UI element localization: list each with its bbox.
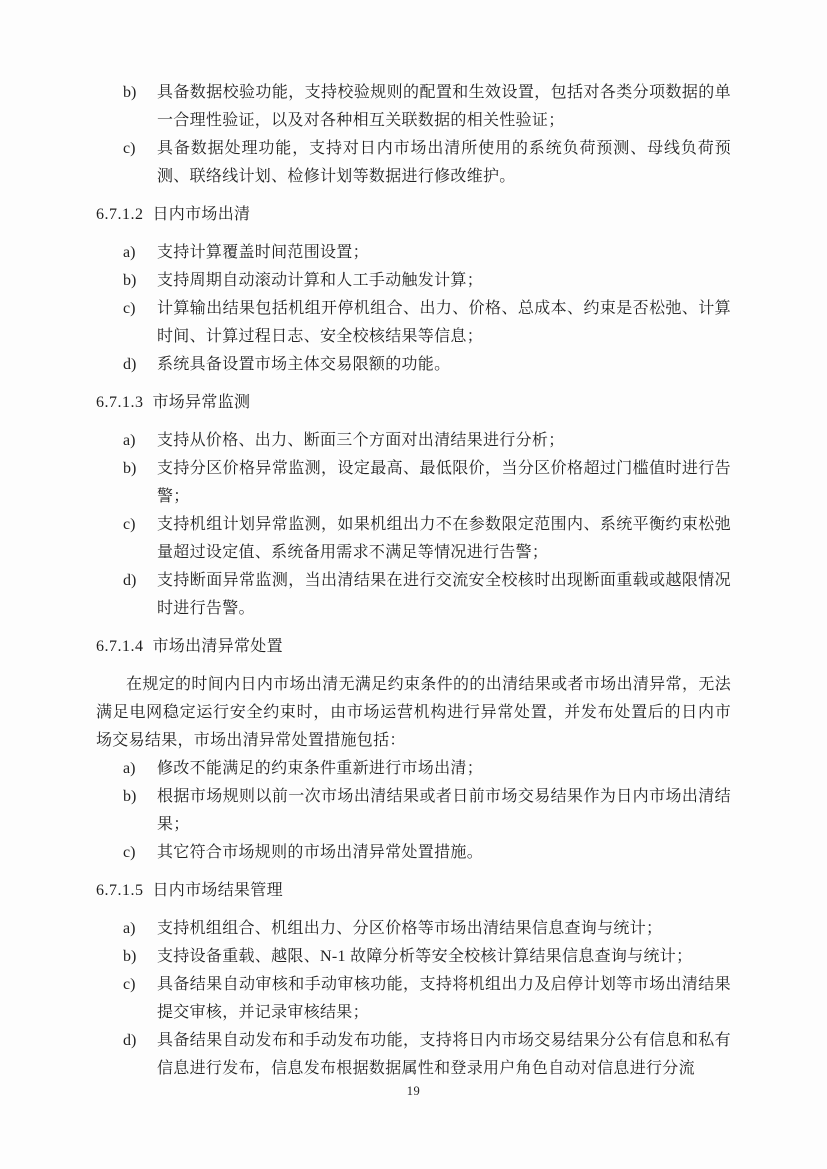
list-item: [96, 79, 731, 135]
list-item: [96, 943, 731, 971]
list-item-text: 根据市场规则以前一次市场出清结果或者日前市场交易结果作为日内市场出清结果；: [157, 788, 731, 833]
list-item-marker: b): [123, 788, 137, 805]
list-item-text: 计算输出结果包括机组开停机组合、出力、价格、总成本、约束是否松弛、计算时间、计算过程日志、安全校核结果等信息；: [157, 300, 731, 345]
list-item-marker: c): [123, 140, 136, 157]
list-item: [96, 1027, 731, 1083]
list-item-text: 支持断面异常监测，当出清结果在进行交流安全校核时出现断面重载或越限情况时进行告警。: [157, 572, 731, 617]
list-item-text: 系统具备设置市场主体交易限额的功能。: [157, 356, 451, 373]
list-item: [96, 239, 731, 267]
document-content: [96, 79, 731, 1083]
section-number: 6.7.1.3: [96, 394, 144, 411]
list-item-marker: a): [123, 432, 136, 449]
list-item-text: 支持机组计划异常监测，如果机组出力不在参数限定范围内、系统平衡约束松弛量超过设定值、系统备用需求不满足等情况进行告警；: [157, 516, 731, 561]
lead-paragraph: 在规定的时间内日内市场出清无满足约束条件的的出清结果或者市场出清异常，无法满足电网稳定运行安全约束时，由市场运营机构进行异常处置，并发布处置后的日内市场交易结果，市场出清异常处置措施包括：: [96, 676, 731, 749]
list-item-text: 支持分区价格异常监测，设定最高、最低限价，当分区价格超过门槛值时进行告警；: [157, 460, 731, 505]
list-item-text: 其它符合市场规则的市场出清异常处置措施。: [157, 844, 484, 861]
list-item-text: 具备结果自动发布和手动发布功能，支持将日内市场交易结果分公有信息和私有信息进行发布，信息发布根据数据属性和登录用户角色自动对信息进行分流: [157, 1032, 731, 1077]
list-item-marker: b): [123, 84, 137, 101]
section-number: 6.7.1.4: [96, 638, 144, 655]
list-item-marker: d): [123, 356, 137, 373]
section-heading: [96, 389, 731, 417]
list-item-marker: a): [123, 920, 136, 937]
list-item: [96, 839, 731, 867]
list-item: [96, 567, 731, 623]
list-item-marker: c): [123, 516, 136, 533]
list-item: [96, 783, 731, 839]
list-item-marker: b): [123, 460, 137, 477]
section-title: 市场出清异常处置: [152, 638, 283, 655]
list-item: [96, 267, 731, 295]
list-item-marker: c): [123, 300, 136, 317]
list-item-marker: b): [123, 948, 137, 965]
list-item-marker: d): [123, 1032, 137, 1049]
list-item-text: 具备结果自动审核和手动审核功能，支持将机组出力及启停计划等市场出清结果提交审核，并记录审核结果；: [157, 976, 731, 1021]
page-footer: [0, 1083, 827, 1099]
list-item: [96, 971, 731, 1027]
page-number: 19: [406, 1084, 421, 1098]
section-heading: [96, 877, 731, 905]
list-item-text: 支持设备重载、越限、N-1 故障分析等安全校核计算结果信息查询与统计；: [157, 948, 693, 965]
list-item: [96, 755, 731, 783]
section-title: 市场异常监测: [152, 394, 251, 411]
list-item-marker: a): [123, 244, 136, 261]
section-heading: [96, 633, 731, 661]
list-item-text: 支持机组组合、机组出力、分区价格等市场出清结果信息查询与统计；: [157, 920, 663, 937]
list-item-marker: c): [123, 976, 136, 993]
list-item-marker: d): [123, 572, 137, 589]
section-number: 6.7.1.5: [96, 882, 144, 899]
list-item: [96, 351, 731, 379]
list-item: [96, 511, 731, 567]
list-item-marker: a): [123, 760, 136, 777]
list-item: [96, 135, 731, 191]
list-item: [96, 295, 731, 351]
list-item-marker: c): [123, 844, 136, 861]
list-item-text: 支持周期自动滚动计算和人工手动触发计算；: [157, 272, 484, 289]
list-item-marker: b): [123, 272, 137, 289]
list-item-text: 具备数据处理功能，支持对日内市场出清所使用的系统负荷预测、母线负荷预测、联络线计划、检修计划等数据进行修改维护。: [157, 140, 731, 185]
list-item: [96, 427, 731, 455]
section-title: 日内市场结果管理: [152, 882, 283, 899]
list-item: [96, 915, 731, 943]
section-number: 6.7.1.2: [96, 206, 144, 223]
list-item: [96, 455, 731, 511]
section-heading: [96, 201, 731, 229]
list-item-text: 具备数据校验功能，支持校验规则的配置和生效设置，包括对各类分项数据的单一合理性验证，以及对各种相互关联数据的相关性验证；: [157, 84, 731, 129]
section-title: 日内市场出清: [152, 206, 251, 223]
list-item-text: 支持计算覆盖时间范围设置；: [157, 244, 369, 261]
list-item-text: 支持从价格、出力、断面三个方面对出清结果进行分析；: [157, 432, 565, 449]
list-item-text: 修改不能满足的约束条件重新进行市场出清；: [157, 760, 484, 777]
